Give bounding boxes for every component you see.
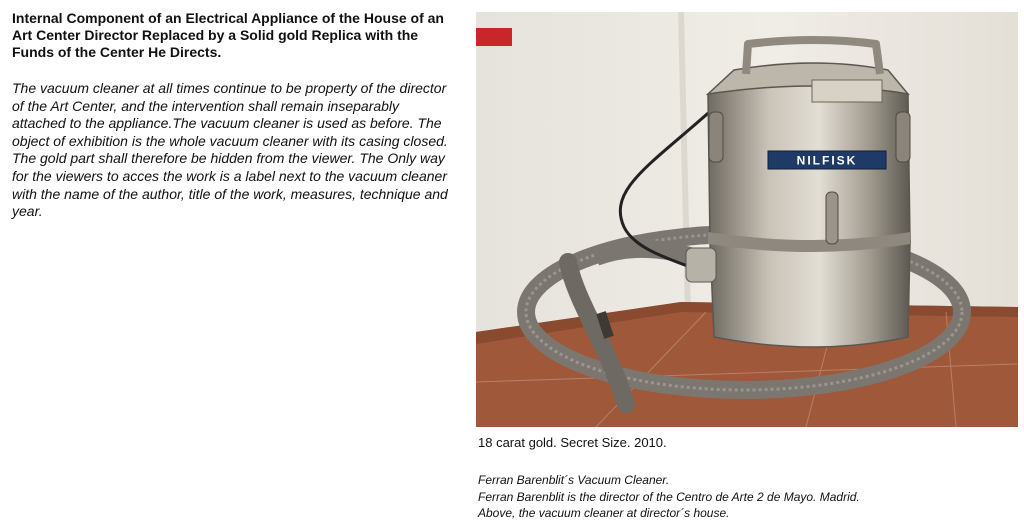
vacuum-cleaner-photo — [476, 12, 1018, 427]
wall-sign-icon — [476, 28, 512, 46]
artwork-title: Internal Component of an Electrical Appliance of the House of an Art Center Director Replaced by a Solid gold Replica with the Funds of the Center He Directs. — [12, 10, 444, 60]
artwork-description: The vacuum cleaner at all times continue to be property of the director of the Art Center, and the intervention shall remain inseparably attached to the appliance.The vacuum cleaner is used as before. The object of exhibition is the whole vacuum cleaner with its casing closed. The gold part shall therefore be hidden from the viewer. The Only way for the viewers to acces the work is a label next to the vacuum cleaner with the name of the author, title of the work, measures, technique and year. — [12, 80, 448, 220]
credit-line: Ferran Barenblit is the director of the Centro de Arte 2 de Mayo. Madrid. — [478, 489, 860, 504]
brand-label: NILFISK — [796, 153, 858, 168]
credit-line: Ferran Barenblit´s Vacuum Cleaner. — [478, 473, 670, 487]
artwork-caption: 18 carat gold. Secret Size. 2010. — [478, 435, 667, 450]
artwork-credits — [478, 472, 860, 522]
credit-line: Above, the vacuum cleaner at director´s house. — [478, 506, 730, 520]
